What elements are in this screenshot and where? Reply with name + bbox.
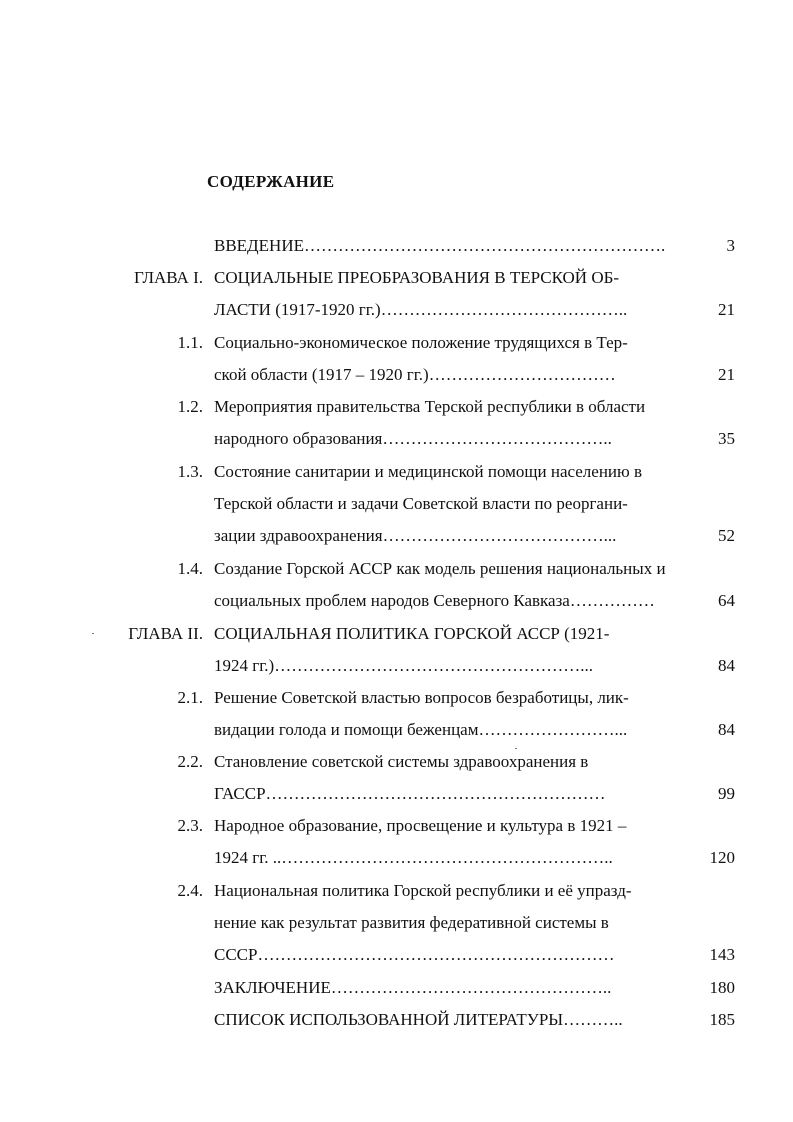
toc-entry-text: Народное образование, просвещение и культура в 1921 – <box>214 816 627 835</box>
toc-page-number: 64 <box>718 591 735 610</box>
toc-leader-dots: …………… <box>569 591 655 610</box>
toc-page-number: 52 <box>718 526 735 545</box>
toc-entry-section-2-3 <box>0 816 793 876</box>
toc-entry-text: СССР <box>214 945 258 964</box>
toc-entry-section-1-1 <box>0 333 793 393</box>
toc-entry-conclusion <box>0 978 793 1002</box>
toc-section-number: 1.2. <box>177 397 203 416</box>
toc-entry-text: ЗАКЛЮЧЕНИЕ <box>214 978 331 997</box>
toc-page-number: 3 <box>726 236 735 255</box>
toc-entry-section-1-4 <box>0 559 793 619</box>
toc-entry-text: СОЦИАЛЬНЫЕ ПРЕОБРАЗОВАНИЯ В ТЕРСКОЙ ОБ- <box>214 268 620 287</box>
toc-page-number: 35 <box>718 429 735 448</box>
toc-leader-dots: …………………………………………………… <box>265 784 606 803</box>
toc-entry-text: видации голода и помощи беженцам <box>214 720 479 739</box>
toc-entry-chapter-1 <box>0 268 793 328</box>
toc-leader-dots: …………………………………….. <box>380 300 628 319</box>
toc-title: СОДЕРЖАНИЕ <box>207 172 335 191</box>
toc-entry-text: СОЦИАЛЬНАЯ ПОЛИТИКА ГОРСКОЙ АССР (1921- <box>214 624 610 643</box>
toc-entry-text: Состояние санитарии и медицинской помощи населению в <box>214 462 642 481</box>
toc-entry-section-2-1 <box>0 688 793 748</box>
toc-entry-introduction <box>0 236 793 260</box>
toc-entry-text: Социально-экономическое положение трудящихся в Тер- <box>214 333 628 352</box>
toc-leader-dots: ……………………... <box>478 720 628 739</box>
toc-entry-text: социальных проблем народов Северного Кавказа <box>214 591 570 610</box>
toc-entry-section-2-4 <box>0 881 793 973</box>
toc-entry-section-1-2 <box>0 397 793 457</box>
scan-speck <box>92 633 94 634</box>
toc-entry-text: СПИСОК ИСПОЛЬЗОВАННОЙ ЛИТЕРАТУРЫ <box>214 1010 564 1029</box>
toc-entry-text: народного образования <box>214 429 383 448</box>
toc-leader-dots: ………………………………….. <box>382 429 612 448</box>
toc-section-number: 1.4. <box>177 559 203 578</box>
toc-leader-dots: ……….. <box>563 1010 623 1029</box>
toc-leader-dots: ………………………………………………... <box>274 656 593 675</box>
toc-page-number: 99 <box>718 784 735 803</box>
toc-leader-dots: …………………………… <box>428 365 616 384</box>
scan-speck <box>515 748 517 749</box>
toc-page-number: 180 <box>709 978 735 997</box>
toc-leader-dots: ………………………………………………….. <box>281 848 613 867</box>
toc-section-number: 1.3. <box>177 462 203 481</box>
toc-leader-dots: …………………………………... <box>382 526 617 545</box>
toc-entry-text: ЛАСТИ (1917-1920 гг.) <box>214 300 381 319</box>
toc-entry-text: нение как результат развития федеративной системы в <box>214 913 609 932</box>
toc-entry-text: Национальная политика Горской республики и её упразд- <box>214 881 632 900</box>
toc-page-number: 185 <box>709 1010 735 1029</box>
toc-entry-text: Мероприятия правительства Терской республики в области <box>214 397 646 416</box>
toc-page-number: 21 <box>718 300 735 319</box>
toc-leader-dots: ………………………………………………………. <box>303 236 666 255</box>
toc-entry-text: Становление советской системы здравоохранения в <box>214 752 589 771</box>
toc-entry-chapter-2 <box>0 624 793 684</box>
toc-entry-text: Создание Горской АССР как модель решения национальных и <box>214 559 666 578</box>
toc-chapter-label: ГЛАВА II. <box>128 624 203 643</box>
toc-entry-text: Терской области и задачи Советской власти по реоргани- <box>214 494 628 513</box>
toc-section-number: 2.1. <box>177 688 203 707</box>
toc-entry-text: ГАССР <box>214 784 266 803</box>
toc-page-number: 143 <box>709 945 735 964</box>
toc-page-number: 84 <box>718 720 735 739</box>
toc-entry-text: ской области (1917 – 1920 гг.) <box>214 365 429 384</box>
toc-entry-text: Решение Советской властью вопросов безработицы, лик- <box>214 688 629 707</box>
toc-entry-text: 1924 гг. .. <box>214 848 282 867</box>
toc-page-number: 21 <box>718 365 735 384</box>
toc-page-number: 120 <box>709 848 735 867</box>
toc-leader-dots: ……………………………………………………… <box>257 945 615 964</box>
toc-entry-bibliography <box>0 1010 793 1034</box>
toc-entry-text: ВВЕДЕНИЕ <box>214 236 304 255</box>
toc-entry-text: зации здравоохранения <box>214 526 383 545</box>
toc-section-number: 2.3. <box>177 816 203 835</box>
toc-leader-dots: ………………………………………….. <box>330 978 612 997</box>
toc-section-number: 1.1. <box>177 333 203 352</box>
toc-entry-section-2-2 <box>0 752 793 812</box>
toc-entry-text: 1924 гг.) <box>214 656 275 675</box>
toc-section-number: 2.4. <box>177 881 203 900</box>
toc-page-number: 84 <box>718 656 735 675</box>
toc-entry-section-1-3 <box>0 462 793 554</box>
toc-section-number: 2.2. <box>177 752 203 771</box>
toc-chapter-label: ГЛАВА I. <box>133 268 203 287</box>
